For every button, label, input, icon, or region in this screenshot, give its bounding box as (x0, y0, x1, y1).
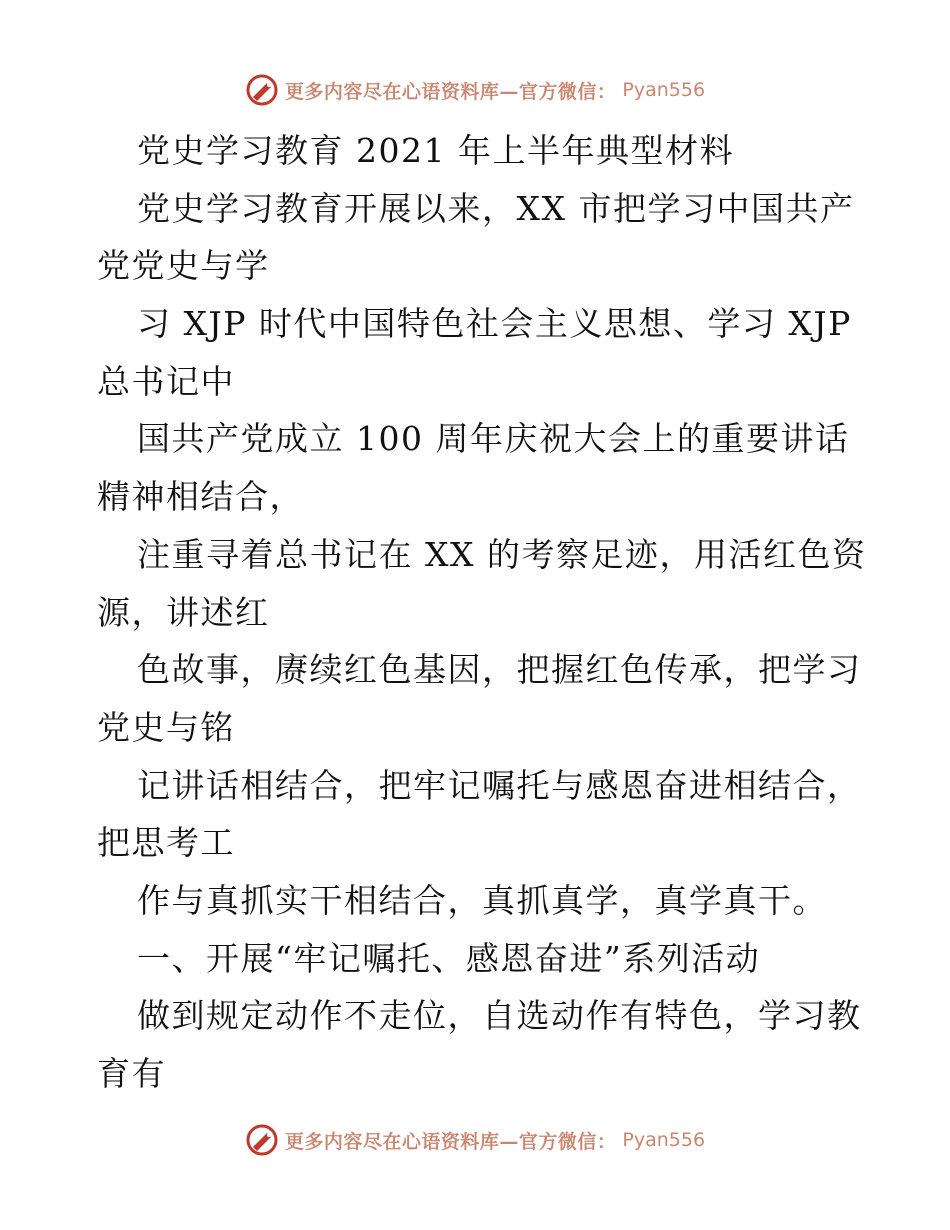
paragraph-line: 源，讲述红 (97, 592, 270, 632)
paragraph-line: 把思考工 (97, 823, 235, 863)
paragraph-line: 色故事，赓续红色基因，把握红色传承，把学习 (137, 650, 862, 690)
paragraph-line: 党史与铭 (97, 707, 235, 747)
watermark-contact: Pyan556 (622, 1129, 706, 1151)
document-body (97, 122, 867, 1103)
paragraph-line: 作与真抓实干相结合，真抓真学，真学真干。 (137, 880, 827, 920)
paragraph-line: 做到规定动作不走位，自选动作有特色，学习教 (137, 996, 862, 1036)
paragraph-line: 精神相结合， (97, 477, 304, 517)
pen-nib-logo-icon (245, 1123, 279, 1157)
paragraph-line: 党党史与学 (97, 246, 270, 286)
watermark-text: 更多内容尽在心语资料库—官方微信： (284, 80, 617, 103)
paragraph-line: 总书记中 (97, 361, 235, 401)
paragraph-line: 注重寻着总书记在 XX 的考察足迹，用活红色资 (137, 534, 867, 574)
footer-watermark (0, 1120, 950, 1160)
header-watermark (0, 70, 950, 110)
pen-nib-logo-icon (245, 73, 279, 107)
paragraph-line: 国共产党成立 100 周年庆祝大会上的重要讲话 (137, 419, 850, 459)
paragraph-line: 党史学习教育 2021 年上半年典型材料 (137, 131, 734, 170)
paragraph-line: 习 XJP 时代中国特色社会主义思想、学习 XJP (137, 304, 852, 344)
paragraph-line: 党史学习教育开展以来，XX 市把学习中国共产 (137, 188, 855, 228)
watermark-text: 更多内容尽在心语资料库—官方微信： (284, 1130, 617, 1153)
watermark-contact: Pyan556 (622, 79, 706, 101)
paragraph-line: 记讲话相结合，把牢记嘱托与感恩奋进相结合， (137, 765, 862, 805)
paragraph-line: 育有 (97, 1054, 166, 1093)
paragraph-line: 一、开展“牢记嘱托、感恩奋进”系列活动 (137, 938, 761, 978)
